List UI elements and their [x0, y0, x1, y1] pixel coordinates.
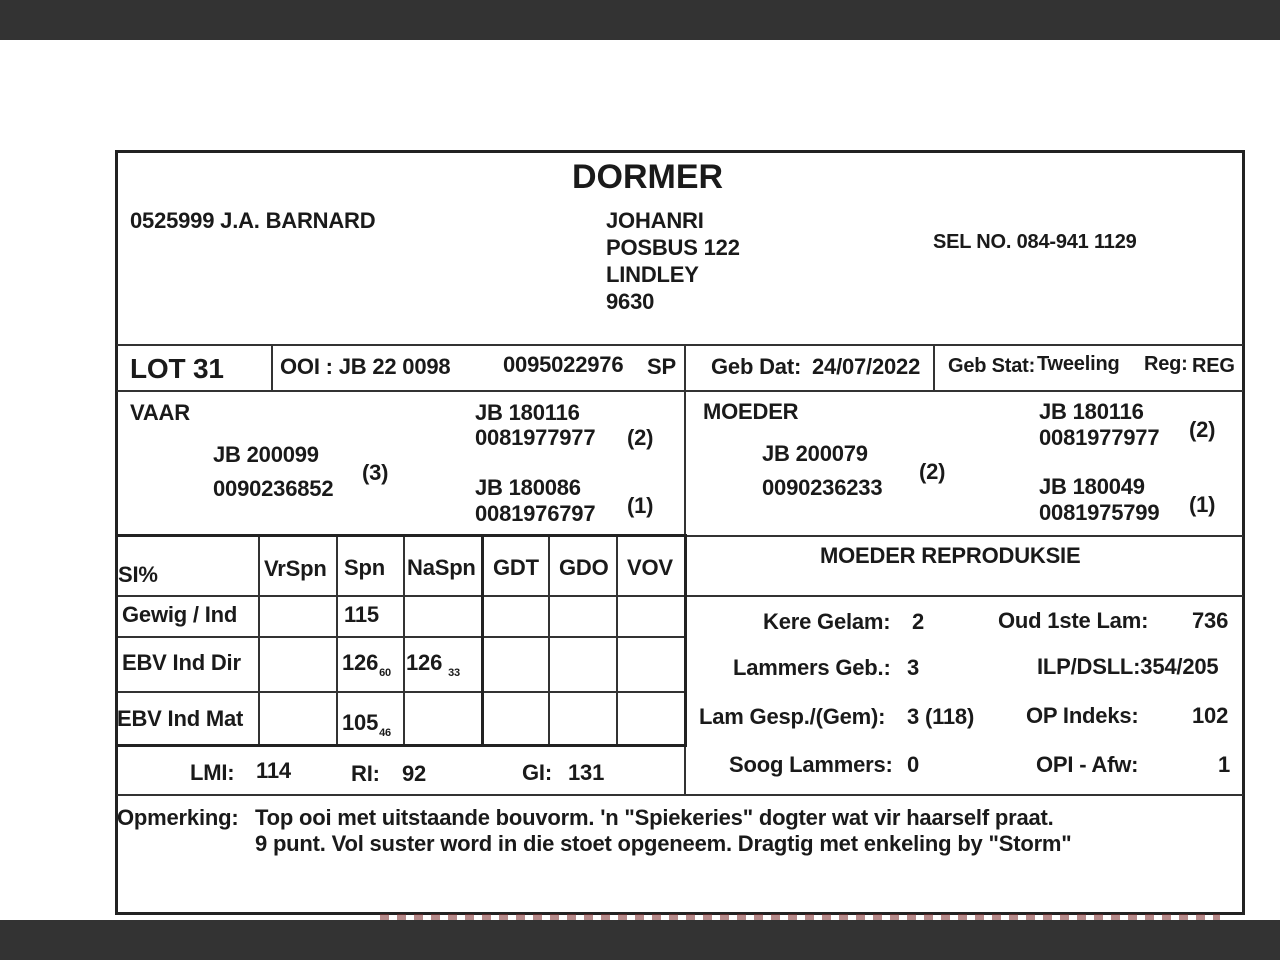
rule-header	[117, 344, 1243, 346]
moeder-label: MOEDER	[703, 399, 799, 424]
reg-label: Reg:	[1144, 353, 1188, 375]
vaar-label: VAAR	[130, 400, 190, 425]
ilp-dsll: ILP/DSLL:354/205	[1037, 654, 1219, 679]
birth-date: 24/07/2022	[812, 354, 921, 379]
rule-lot-divider	[271, 344, 273, 390]
opi-afw-label: OPI - Afw:	[1036, 752, 1139, 777]
vaar-grandsire-number: 0081977977	[475, 425, 596, 450]
lmi-value: 114	[256, 758, 291, 783]
lammers-geb-value: 3	[907, 655, 920, 680]
si-row-spn-value: $105_{46}$	[342, 710, 391, 739]
si-header-vrspn: VrSpn	[264, 556, 327, 581]
lam-gesp-label: Lam Gesp./(Gem):	[699, 704, 886, 729]
top-scan-bar	[0, 0, 1280, 40]
lam-gesp-value: 3 (118)	[907, 704, 975, 729]
moeder-dam-id: JB 200079	[762, 441, 868, 466]
si-header-gdt: GDT	[493, 555, 539, 580]
si-row-spn-value: 115	[344, 602, 379, 627]
address-line-4: 9630	[606, 289, 655, 314]
si-corner-label: SI%	[118, 562, 158, 587]
opi-afw-value: 1	[1218, 752, 1231, 777]
breed-title: DORMER	[572, 158, 724, 196]
lammers-geb-label: Lammers Geb.:	[733, 655, 891, 680]
birth-status: Tweeling	[1037, 353, 1120, 375]
ri-value: 92	[402, 761, 427, 786]
si-header-spn: Spn	[344, 555, 385, 580]
phone-number: SEL NO. 084-941 1129	[933, 231, 1137, 253]
si-header-vov: VOV	[627, 555, 673, 580]
vaar-granddam-score: (1)	[627, 493, 654, 518]
vaar-grandsire-score: (2)	[627, 425, 654, 450]
vaar-sire-score: (3)	[362, 460, 389, 485]
address-line-1: JOHANRI	[606, 208, 704, 233]
breeder-name: 0525999 J.A. BARNARD	[130, 208, 376, 233]
gi-label: GI:	[522, 760, 552, 785]
moeder-granddam-score: (1)	[1189, 492, 1216, 517]
ooi-id: OOI : JB 22 0098	[280, 354, 451, 379]
ri-label: RI:	[351, 761, 380, 786]
birth-date-label: Geb Dat:	[711, 354, 802, 379]
moeder-dam-number: 0090236233	[762, 475, 883, 500]
ooi-sp: SP	[647, 354, 676, 379]
op-indeks-label: OP Indeks:	[1026, 703, 1139, 728]
lot-number: LOT 31	[130, 353, 224, 384]
lmi-label: LMI:	[190, 760, 235, 785]
op-indeks-value: 102	[1192, 703, 1229, 728]
address-line-3: LINDLEY	[606, 262, 699, 287]
gi-value: 131	[568, 760, 605, 785]
si-row-spn-value: $126_{60}$	[342, 650, 391, 679]
sale-card	[115, 150, 1245, 915]
vaar-granddam-number: 0081976797	[475, 501, 596, 526]
kere-gelam-value: 2	[912, 609, 925, 634]
remarks-line-2: 9 punt. Vol suster word in die stoet opgeneem. Dragtig met enkeling by "Storm"	[255, 831, 1072, 856]
remarks-line-1: Top ooi met uitstaande bouvorm. 'n "Spiekeries" dogter wat vir haarself praat.	[255, 805, 1054, 830]
oud-value: 736	[1192, 608, 1229, 633]
si-row-label: EBV Ind Dir	[122, 650, 241, 675]
ooi-number: 0095022976	[503, 352, 624, 377]
vaar-sire-number: 0090236852	[213, 476, 334, 501]
soog-lammers-value: 0	[907, 752, 920, 777]
si-row-label: EBV Ind Mat	[117, 706, 244, 731]
reg-value: REG	[1192, 355, 1235, 377]
si-header-naspn: NaSpn	[407, 555, 476, 580]
kere-gelam-label: Kere Gelam:	[763, 609, 891, 634]
rule-indices	[117, 794, 1243, 796]
si-row-label: Gewig / Ind	[122, 602, 238, 627]
vaar-sire-id: JB 200099	[213, 442, 319, 467]
birth-status-label: Geb Stat:	[948, 355, 1036, 377]
address-line-2: POSBUS 122	[606, 235, 740, 260]
moeder-granddam-number: 0081975799	[1039, 500, 1160, 525]
remarks-label: Opmerking:	[117, 805, 239, 830]
oud-label: Oud 1ste Lam:	[998, 608, 1149, 633]
rule-geb-divider	[933, 344, 935, 390]
rule-lot	[117, 390, 1243, 392]
si-row-naspn-value: 126 $_{33}$	[406, 650, 460, 679]
rule-repro-title	[687, 595, 1243, 597]
vaar-grandsire-id: JB 180116	[475, 400, 580, 425]
bottom-scan-bar	[0, 920, 1280, 960]
si-header-gdo: GDO	[559, 555, 609, 580]
moeder-grandsire-number: 0081977977	[1039, 425, 1160, 450]
moeder-grandsire-score: (2)	[1189, 417, 1216, 442]
soog-lammers-label: Soog Lammers:	[729, 752, 893, 777]
moeder-granddam-id: JB 180049	[1039, 474, 1145, 499]
repro-title: MOEDER REPRODUKSIE	[820, 543, 1081, 568]
vaar-granddam-id: JB 180086	[475, 475, 581, 500]
moeder-grandsire-id: JB 180116	[1039, 399, 1144, 424]
moeder-dam-score: (2)	[919, 459, 946, 484]
